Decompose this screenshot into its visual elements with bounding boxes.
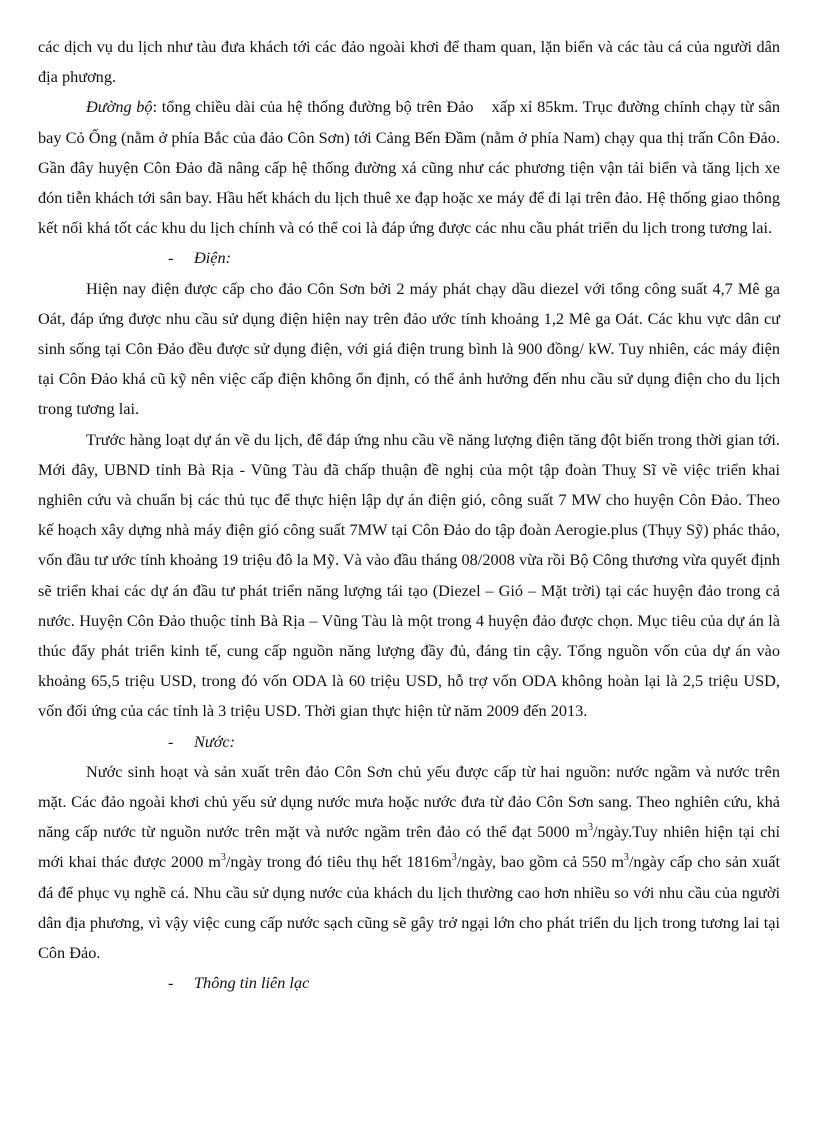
superscript: 3 xyxy=(587,822,593,834)
bullet-dash: - xyxy=(168,731,174,751)
water-text-b: /ngày.Tuy nhiên hiện tại chỉ mới khai thác được 2000 m xyxy=(38,822,780,872)
water-text-a: Nước sinh hoạt và sản xuất trên đảo Côn Sơn chủ yếu được cấp từ hai nguồn: nước ngầm và nước trên mặt. Các đảo ngoài khơi chủ yếu sử dụng nước mưa hoặc nước đưa từ đảo Côn Sơn sang. Theo nghiên cứu, khả năng cấp nước từ nguồn nước trên mặt và nước ngầm trên đảo có thể đạt 5000 m xyxy=(38,761,780,842)
paragraph-intro: các dịch vụ du lịch như tàu đưa khách tới các đảo ngoài khơi để tham quan, lặn biển và các tàu cá của người dân địa phương. xyxy=(38,37,780,87)
water-text-d: /ngày, bao gồm cả 550 m xyxy=(456,852,624,872)
superscript: 3 xyxy=(220,852,226,864)
paragraph-road xyxy=(38,92,780,243)
road-text-b: xấp xỉ 85km. Trục đường chính chạy từ sân bay Cỏ Ống (nằm ở phía Bắc của đảo Côn Sơn) tới Cảng Bến Đầm (nằm ở phía Nam) chạy qua thị trấn Côn Đảo. Gần đây huyện Côn Đảo đã nâng cấp hệ thống đường xá cũng như các phương tiện vận tải biển và tăng lịch xe đón tiễn khách tới sân bay. Hầu hết khách du lịch thuê xe đạp hoặc xe máy để đi lại trên đảo. Hệ thống giao thông kết nối khá tốt các khu du lịch chính và có thể coi là đáp ứng được các nhu cầu phát triển du lịch trong tương lai. xyxy=(38,97,780,238)
water-heading-label: Nước: xyxy=(194,731,236,751)
heading-communication xyxy=(38,968,780,998)
bullet-dash: - xyxy=(168,973,174,993)
bullet-dash: - xyxy=(168,248,174,268)
road-label: Đường bộ xyxy=(86,97,153,117)
water-text-e: /ngày cấp cho sản xuất đá để phục vụ nghề cá. Nhu cầu sử dụng nước của khách du lịch thường cao hơn nhiều so với nhu cầu của người dân địa phương, vì vậy việc cung cấp nước sạch cũng sẽ gây trở ngại lớn cho phát triển du lịch trong tương lai tại Côn Đảo. xyxy=(38,852,781,963)
superscript: 3 xyxy=(623,852,629,864)
superscript: 3 xyxy=(451,852,457,864)
water-text-c: /ngày trong đó tiêu thụ hết 1816m xyxy=(225,852,452,872)
heading-electric xyxy=(38,243,780,273)
road-text-a: : tổng chiều dài của hệ thống đường bộ trên Đảo xyxy=(152,97,474,117)
paragraph-water xyxy=(38,757,780,968)
communication-heading-label: Thông tin liên lạc xyxy=(194,973,310,993)
paragraph-electric-1: Hiện nay điện được cấp cho đảo Côn Sơn bởi 2 máy phát chạy dầu diezel với tổng công suất 4,7 Mê ga Oát, đáp ứng được nhu cầu sử dụng điện hiện nay trên đảo ước tính khoảng 1,2 Mê ga Oát. Các khu vực dân cư sinh sống tại Côn Đảo đều được sử dụng điện, với giá điện trung bình là 900 đồng/ kW. Tuy nhiên, các máy điện tại Côn Đảo khá cũ kỹ nên việc cấp điện không ổn định, có thể ảnh hưởng đến nhu cầu sử dụng điện cho du lịch trong tương lai. xyxy=(38,278,780,419)
paragraph-electric-2: Trước hàng loạt dự án về du lịch, để đáp ứng nhu cầu về năng lượng điện tăng đột biến trong thời gian tới. Mới đây, UBND tỉnh Bà Rịa - Vũng Tàu đã chấp thuận đề nghị của một tập đoàn Thuỵ Sĩ về việc triển khai nghiên cứu và chuẩn bị các thủ tục để thực hiện lập dự án điện gió, công suất 7 MW cho huyện Côn Đảo. Theo kế hoạch xây dựng nhà máy điện gió công suất 7MW tại Côn Đảo do tập đoàn Aerogie.plus (Thụy Sỹ) phác thảo, vốn đầu tư ước tính khoảng 19 triệu đô la Mỹ. Và vào đầu tháng 08/2008 vừa rồi Bộ Công thương vừa quyết định sẽ triển khai các dự án đầu tư phát triển năng lượng tái tạo (Diezel – Gió – Mặt trời) tại các huyện đảo trong cả nước. Huyện Côn Đảo thuộc tỉnh Bà Rịa – Vũng Tàu là một trong 4 huyện đảo được chọn. Mục tiêu của dự án là thúc đẩy phát triển kinh tế, cung cấp nguồn năng lượng đầy đủ, đáng tin cậy. Tổng nguồn vốn của dự án vào khoảng 65,5 triệu USD, trong đó vốn ODA là 60 triệu USD, hỗ trợ vốn ODA không hoàn lại là 2,5 triệu USD, vốn đối ứng của các tỉnh là 3 triệu USD. Thời gian thực hiện từ năm 2009 đến 2013. xyxy=(38,429,780,721)
electric-heading-label: Điện: xyxy=(194,248,232,268)
heading-water xyxy=(38,727,780,757)
document-page xyxy=(38,32,780,999)
